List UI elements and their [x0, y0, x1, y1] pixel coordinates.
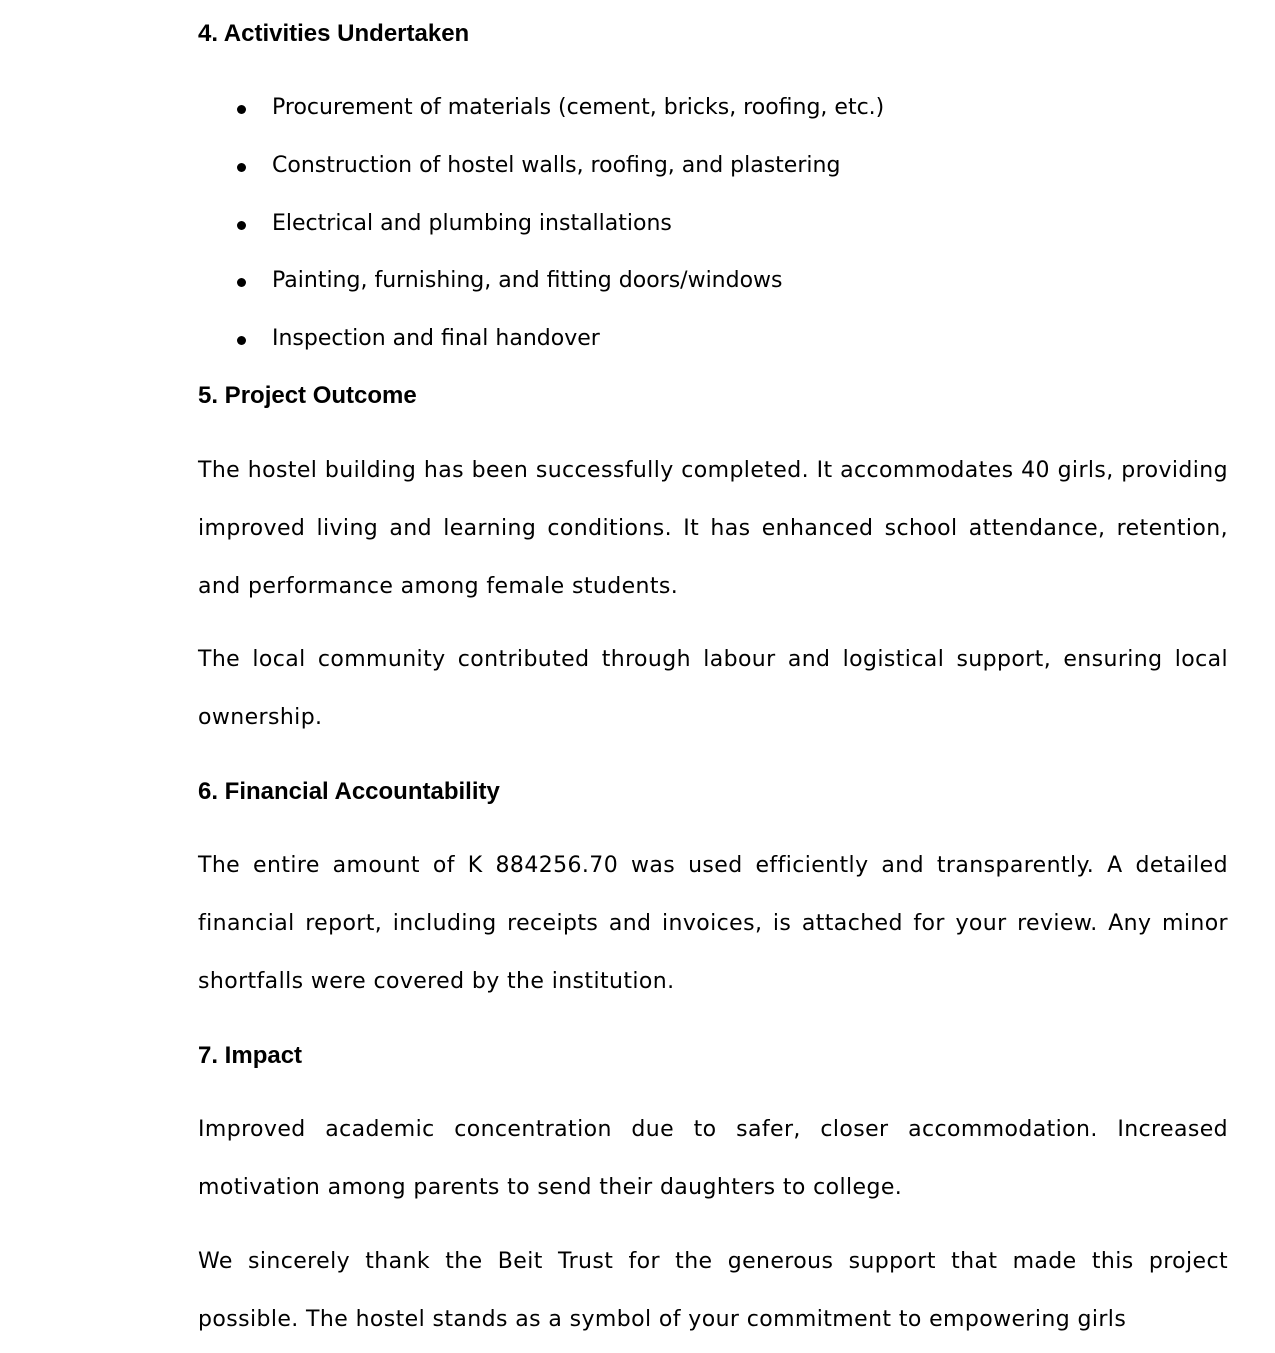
bullet-icon	[237, 221, 246, 230]
list-item-text: Electrical and plumbing installations	[272, 210, 672, 236]
list-item-text: Construction of hostel walls, roofing, and plastering	[272, 152, 841, 178]
list-item-text: Procurement of materials (cement, bricks, roofing, etc.)	[272, 95, 885, 120]
paragraph-outcome-2: The local community contributed through labour and logistical support, ensuring local ownership.	[198, 647, 1228, 730]
section-heading-impact: 7. Impact	[198, 1042, 303, 1069]
paragraph-financial: The entire amount of K 884256.70 was used efficiently and transparently. A detailed financial report, including receipts and invoices, is attached for your review. Any minor shortfalls were covered by the institution.	[198, 853, 1228, 994]
bullet-icon	[237, 278, 246, 287]
bullet-icon	[237, 163, 246, 172]
paragraph-outcome-1: The hostel building has been successfully completed. It accommodates 40 girls, providing improved living and learning conditions. It has enhanced school attendance, retention, and performance among female students.	[198, 458, 1228, 599]
bullet-icon	[237, 105, 246, 114]
paragraph-impact-2: We sincerely thank the Beit Trust for the generous support that made this project possible. The hostel stands as a symbol of your commitment to empowering girls	[198, 1249, 1228, 1332]
paragraph-impact-1: Improved academic concentration due to safer, closer accommodation. Increased motivation among parents to send their daughters to college.	[198, 1117, 1228, 1200]
bullet-icon	[237, 336, 246, 345]
list-item-text: Inspection and final handover	[272, 326, 600, 351]
section-heading-activities: 4. Activities Undertaken	[198, 20, 470, 47]
section-heading-outcome: 5. Project Outcome	[198, 382, 417, 409]
list-item-text: Painting, furnishing, and fitting doors/windows	[272, 268, 783, 294]
section-heading-financial: 6. Financial Accountability	[198, 778, 500, 805]
